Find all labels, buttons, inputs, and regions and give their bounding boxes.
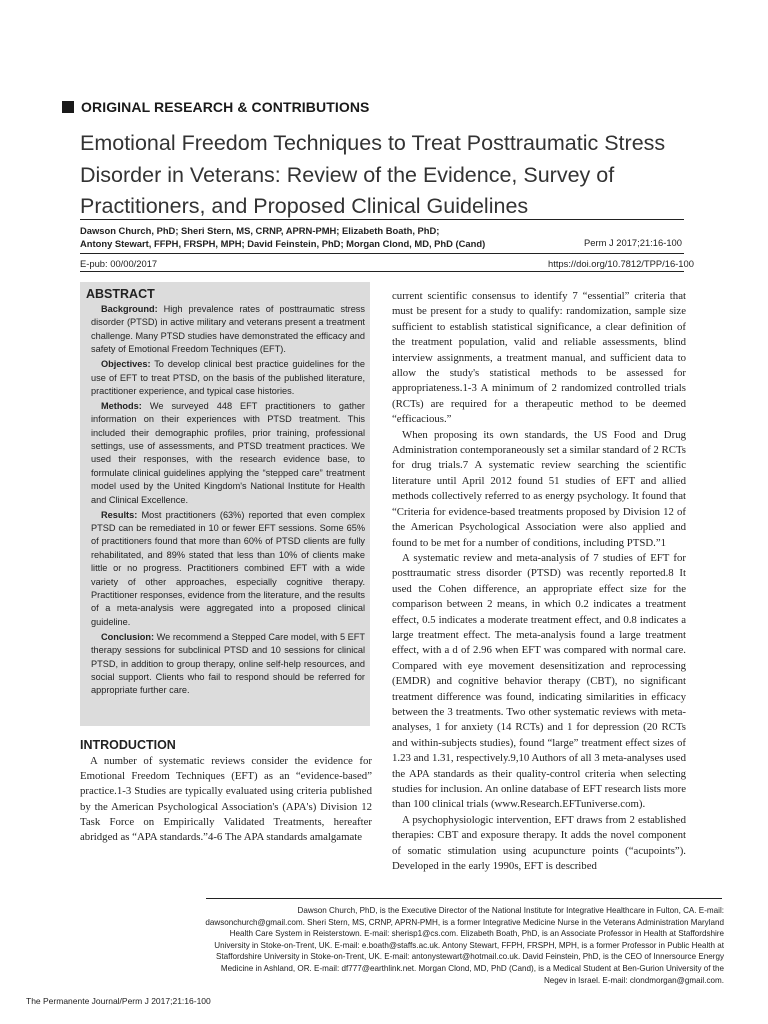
author-list — [80, 224, 485, 250]
abstract-conclusion — [91, 631, 365, 698]
page-footer: The Permanente Journal/Perm J 2017;21:16-100 — [26, 996, 211, 1006]
doi-link[interactable]: https://doi.org/10.7812/TPP/16-100 — [548, 258, 694, 269]
citation: Perm J 2017;21:16-100 — [584, 237, 682, 248]
introduction-paragraph: A number of systematic reviews consider the evidence for Emotional Freedom Techniques (EFT) as an “evidence-based” practice.1-3 Studies are typically evaluated using criteria published by the American Psychological Association's (APA's) Division 12 Task Force on Empirically Validated Treatments, hereafter abridged as “APA standards.”4-6 The APA standards amalgamate — [80, 755, 372, 844]
right-column — [392, 289, 686, 874]
introduction-body — [80, 754, 372, 845]
abstract-label: Objectives: — [101, 359, 151, 370]
article-title — [80, 128, 680, 223]
abstract-label: Background: — [101, 304, 158, 314]
abstract-text: We recommend a Stepped Care model, with 5 EFT therapy sessions for subclinical PTSD and 10 sessions for clinical PTSD, in addition to group therapy, online self-help resources, and social support. Clients who fail to respond should be referred for appropriate further care. — [91, 631, 365, 696]
title-line: Practitioners, and Proposed Clinical Guidelines — [80, 194, 529, 218]
abstract-text: We surveyed 448 EFT practitioners to gather information on their experiences with PTSD treatment. This included their demographic profiles, prior training, professional settings, use of assessments, and PTSD treatment practices. We used their responses, with the research evidence base, to formulate clinical guidelines applying the “stepped care” treatment model used by the United Kingdom's National Institute for Health and Clinical Excellence. — [91, 400, 365, 505]
epub-date: E-pub: 00/00/2017 — [80, 258, 158, 269]
title-divider — [80, 219, 684, 220]
abstract-objectives — [91, 358, 365, 398]
abstract-label: Methods: — [101, 400, 142, 411]
section-label-text: ORIGINAL RESEARCH & CONTRIBUTIONS — [81, 99, 370, 115]
body-paragraph: A systematic review and meta-analysis of 7 studies of EFT for posttraumatic stress disorder (PTSD) was recently reported.8 It used the Cohen difference, an appropriate effect size for the comparison between 2 means, in which 0.2 indicates a treatment effect, 0.5 indicates a moderate treatment effect, and 0.8 indicates a large treatment effect. The meta-analysis found a large treatment effect, with a d of 2.96 when EFT was compared with normal care. Compared with eye movement desensitization and reprocessing (EMDR) and cognitive behavior therapy (CBT), no significant treatment difference was found, indicating similarities in efficacy between the 3 treatments. Two other systematic reviews with meta-analyses, 1 for anxiety (14 RCTs) and 1 for depression (20 RCTs and within-subjects studies), found “large” treatment effect sizes of 1.23 and 1.31, respectively.9,10 Authors of all 3 meta-analyses used the APA standards as their quality-control criteria when selecting studies for inclusion. An online database of EFT research lists more than 100 clinical trials (www.Research.EFTuniverse.com). — [392, 551, 686, 811]
abstract-body — [91, 303, 365, 699]
author-line: Dawson Church, PhD; Sheri Stern, MS, CRNP, APRN-PMH; Elizabeth Boath, PhD; — [80, 225, 440, 236]
author-divider — [80, 253, 684, 254]
abstract-heading: ABSTRACT — [86, 287, 155, 301]
abstract-text: To develop clinical best practice guidelines for the use of EFT to treat PTSD, on the basis of the published literature, practitioner experience, and typical case histories. — [91, 359, 365, 396]
abstract-label: Conclusion: — [101, 631, 155, 642]
header-divider — [80, 271, 684, 272]
title-line: Disorder in Veterans: Review of the Evidence, Survey of — [80, 162, 615, 187]
body-paragraph: current scientific consensus to identify 7 “essential” criteria that must be present for a study to qualify: randomization, sample size sufficient to establish statistical significance, a clear definition of the treatment population, valid and reliable assessments, blind interview assignments, a treatment manual, and sufficient data to allow the study's statistical methods to be assessed for appropriateness.1-3 A minimum of 2 randomized controlled trials (RCTs) are required for a therapeutic method to be deemed “efficacious.” — [392, 290, 686, 426]
abstract-methods — [91, 400, 365, 507]
title-line: Emotional Freedom Techniques to Treat Posttraumatic Stress — [80, 131, 666, 155]
abstract-text: High prevalence rates of posttraumatic stress disorder (PTSD) in active military and veterans present a treatment challenge. Many PTSD studies have demonstrated the efficacy and safety of Emotional Freedom Techniques (EFT). — [91, 304, 365, 355]
abstract-results — [91, 509, 365, 630]
introduction-heading: INTRODUCTION — [80, 738, 176, 752]
footnote-divider — [206, 898, 722, 899]
section-label — [62, 99, 370, 115]
author-affiliations-footnote: Dawson Church, PhD, is the Executive Director of the National Institute for Integrative Healthcare in Fulton, CA. E-mail: dawsonchurch@gmail.com. Sheri Stern, MS, CRNP, APRN-PMH, is a former Integrative Medicine Nurse in the Veterans Administration Maryland Health Care System in Reisterstown. E-mail: sherisp1@cs.com. Elizabeth Boath, PhD, is an Associate Professor in Health at Staffordshire University in Stoke-on-Trent, UK. E-mail: e.boath@staffs.ac.uk. Antony Stewart, FFPH, FRSPH, MPH, is a former Professor in Public Health at Staffordshire University in Stoke-on-Trent, UK. E-mail: antonystewart@hotmail.co.uk. David Feinstein, PhD, is the CEO of Innersource Energy Medicine in Ashland, OR. E-mail: df777@earthlink.net. Morgan Clond, MD, PhD (Cand), is a Medical Student at Ben-Gurion University of the Negev in Israel. E-mail: clondmorgan@gmail.com. — [205, 906, 724, 985]
abstract-label: Results: — [101, 509, 138, 520]
abstract-text: Most practitioners (63%) reported that even complex PTSD can be remediated in 10 or fewer EFT sessions. Some 65% of practitioners found that more than 60% of PTSD clients are fully rehabilitated, and 89% stated that less than 10% of clients make little or no progress. Practitioners combined EFT with a wide variety of other approaches, especially cognitive therapy. Practitioner responses, evidence from the literature, and the results of a meta-analysis were aggregated into a proposed clinical guideline. — [91, 509, 365, 627]
body-paragraph: When proposing its own standards, the US Food and Drug Administration contemporaneously set a similar standard of 2 RCTs for drug trials.7 A systematic review searching the scientific literature until April 2012 found 51 studies of EFT and allied methods collectively referred to as energy psychology. It found that “Criteria for evidence-based treatments proposed by Division 12 of the American Psychological Association were also applied and found to be met for a number of conditions, including PTSD.”1 — [392, 428, 686, 549]
body-paragraph: A psychophysiologic intervention, EFT draws from 2 established therapies: CBT and exposure therapy. It adds the novel component of somatic stimulation using acupuncture points (“acupoints”). Developed in the early 1990s, EFT is described — [392, 813, 686, 873]
author-line: Antony Stewart, FFPH, FRSPH, MPH; David Feinstein, PhD; Morgan Clond, MD, PhD (Cand) — [80, 238, 486, 249]
abstract-background — [91, 303, 365, 357]
section-square-icon — [62, 101, 74, 113]
